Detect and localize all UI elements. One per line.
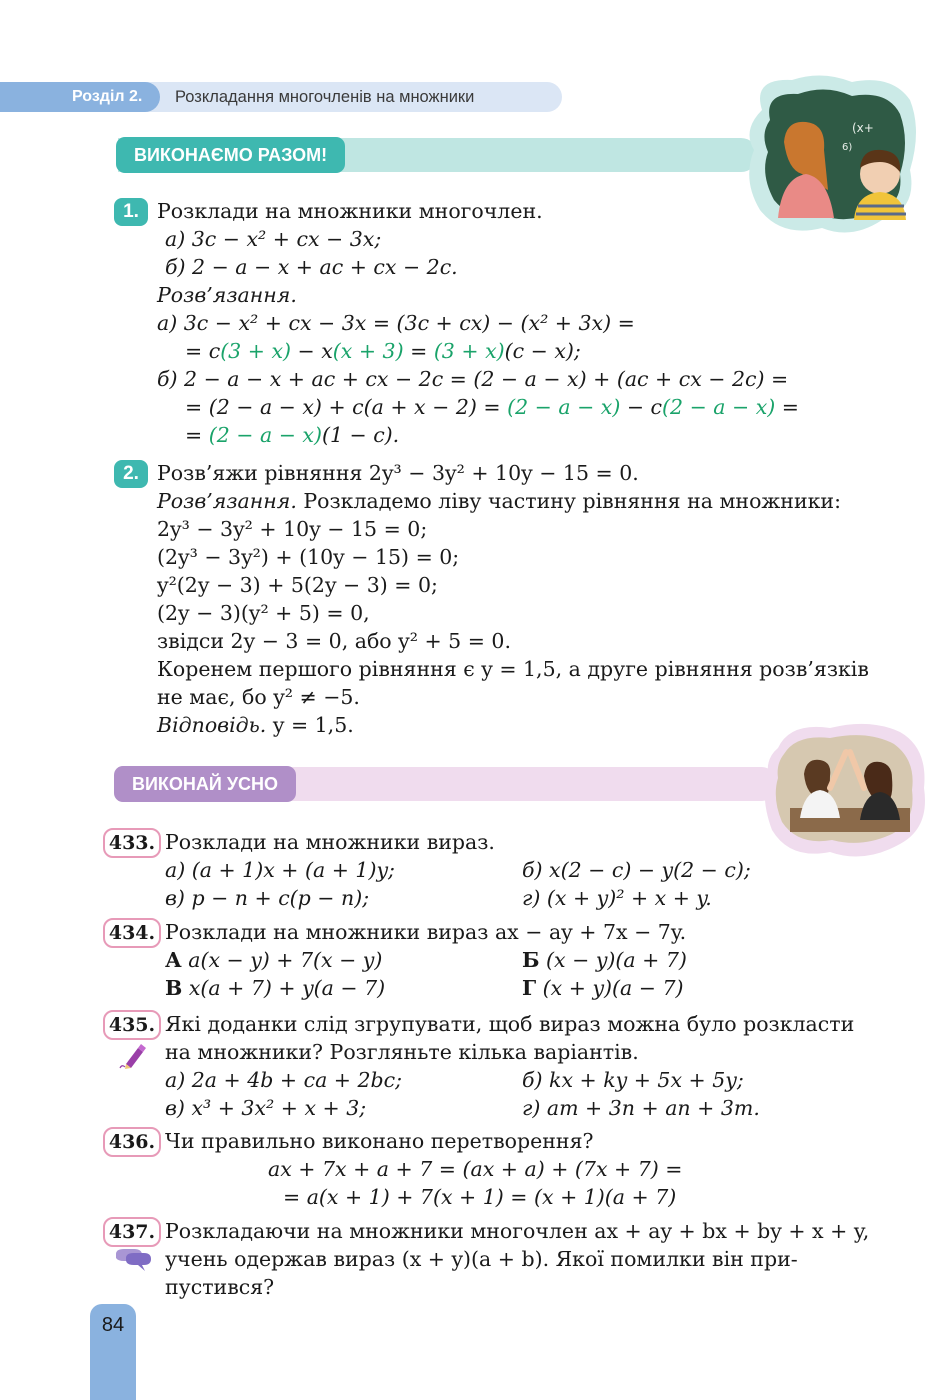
svg-text:6): 6) [842, 142, 853, 153]
exercise-435-option-c: в) x³ + 3x² + x + 3; [165, 1096, 367, 1120]
example-2-line5: звідси 2y − 3 = 0, або y² + 5 = 0. [157, 629, 511, 653]
chapter-label: Розділ 2. [72, 88, 143, 105]
exercise-435-number: 435. [103, 1010, 161, 1040]
page-number: 84 [101, 1314, 125, 1336]
example-2-line6: Коренем першого рівняння є y = 1,5, а друге рівняння розв’язків [157, 657, 869, 681]
exercise-436-line1: ax + 7x + a + 7 = (ax + a) + (7x + 7) = [268, 1157, 683, 1181]
exercise-435-option-b: б) kx + ky + 5x + 5y; [522, 1068, 744, 1092]
exercise-433-number: 433. [103, 828, 161, 858]
exercise-433-option-d: г) (x + y)² + x + y. [522, 886, 712, 910]
exercise-435-line1: Які доданки слід згрупувати, щоб вираз можна було розкласти [165, 1012, 855, 1036]
exercise-435-line2: на множники? Розгляньте кілька варіантів. [165, 1040, 639, 1064]
children-at-blackboard-illustration [742, 70, 918, 240]
exercise-435-option-d: г) am + 3n + an + 3m. [522, 1096, 760, 1120]
exercise-433-option-c: в) p − n + c(p − n); [165, 886, 370, 910]
exercise-436-task: Чи правильно виконано перетворення? [165, 1129, 594, 1153]
example-2-solution-intro: Розв’язання. Розкладемо ліву частину рівняння на множники: [157, 489, 842, 513]
example-1-solution-label: Розв’язання. [157, 283, 297, 307]
exercise-434-option-a: А a(x − y) + 7(x − y) [165, 948, 383, 972]
example-2-line3: y²(2y − 3) + 5(2y − 3) = 0; [157, 573, 438, 597]
example-1-solution-a-line2: = c(3 + x) − x(x + 3) = (3 + x)(c − x); [185, 339, 581, 363]
example-1-part-a: а) 3c − x² + cx − 3x; [165, 227, 382, 251]
example-1-solution-b-line1: б) 2 − a − x + ac + cx − 2c = (2 − a − x) + (ac + cx − 2c) = [157, 367, 789, 391]
example-2-line2: (2y³ − 3y²) + (10y − 15) = 0; [157, 545, 460, 569]
exercise-434-option-v: В x(a + 7) + y(a − 7) [165, 976, 386, 1000]
exercise-434-task: Розклади на множники вираз ax − ay + 7x − 7y. [165, 920, 687, 944]
example-2-line4: (2y − 3)(y² + 5) = 0, [157, 601, 370, 625]
exercise-433-option-b: б) x(2 − c) − y(2 − c); [522, 858, 751, 882]
example-2-answer: Відповідь. y = 1,5. [157, 713, 354, 737]
example-1-solution-a-line1: а) 3c − x² + cx − 3x = (3c + cx) − (x² + 3x) = [157, 311, 635, 335]
exercise-436-line2: = a(x + 1) + 7(x + 1) = (x + 1)(a + 7) [283, 1185, 677, 1209]
exercise-437-line2: учень одержав вираз (x + y)(a + b). Якої помилки він при- [165, 1247, 798, 1271]
example-1-solution-b-line2: = (2 − a − x) + c(a + x − 2) = (2 − a − x) − c(2 − a − x) = [185, 395, 799, 419]
example-1-badge: 1. [114, 198, 148, 226]
example-2-line1: 2y³ − 3y² + 10y − 15 = 0; [157, 517, 428, 541]
exercise-437-line1: Розкладаючи на множники многочлен ax + ay + bx + by + x + y, [165, 1219, 870, 1243]
exercise-434-number: 434. [103, 918, 161, 948]
exercise-434-option-g: Г (x + y)(a − 7) [522, 976, 684, 1000]
example-1-part-b: б) 2 − a − x + ac + cx − 2c. [165, 255, 458, 279]
exercise-434-option-b: Б (x − y)(a + 7) [522, 948, 687, 972]
exercise-435-option-a: а) 2a + 4b + ca + 2bc; [165, 1068, 403, 1092]
exercise-437-number: 437. [103, 1217, 161, 1247]
example-2-line7: не має, бо y² ≠ −5. [157, 685, 360, 709]
pen-icon [118, 1040, 148, 1070]
students-high-five-illustration [760, 718, 930, 864]
example-2-task: Розв’яжи рівняння 2y³ − 3y² + 10y − 15 = 0. [157, 461, 639, 485]
speech-bubbles-icon [112, 1248, 152, 1274]
section-oral-title: ВИКОНАЙ УСНО [114, 766, 296, 802]
section-together-title: ВИКОНАЄМО РАЗОМ! [116, 137, 345, 173]
exercise-433-option-a: а) (a + 1)x + (a + 1)y; [165, 858, 395, 882]
chapter-title: Розкладання многочленів на множники [175, 88, 475, 106]
svg-text:(x+: (x+ [852, 121, 874, 135]
example-2-badge: 2. [114, 460, 148, 488]
example-1-task: Розклади на множники многочлен. [157, 199, 543, 223]
exercise-436-number: 436. [103, 1127, 161, 1157]
exercise-437-line3: пустився? [165, 1275, 275, 1299]
example-1-solution-b-line3: = (2 − a − x)(1 − c). [185, 423, 400, 447]
exercise-433-task: Розклади на множники вираз. [165, 830, 495, 854]
